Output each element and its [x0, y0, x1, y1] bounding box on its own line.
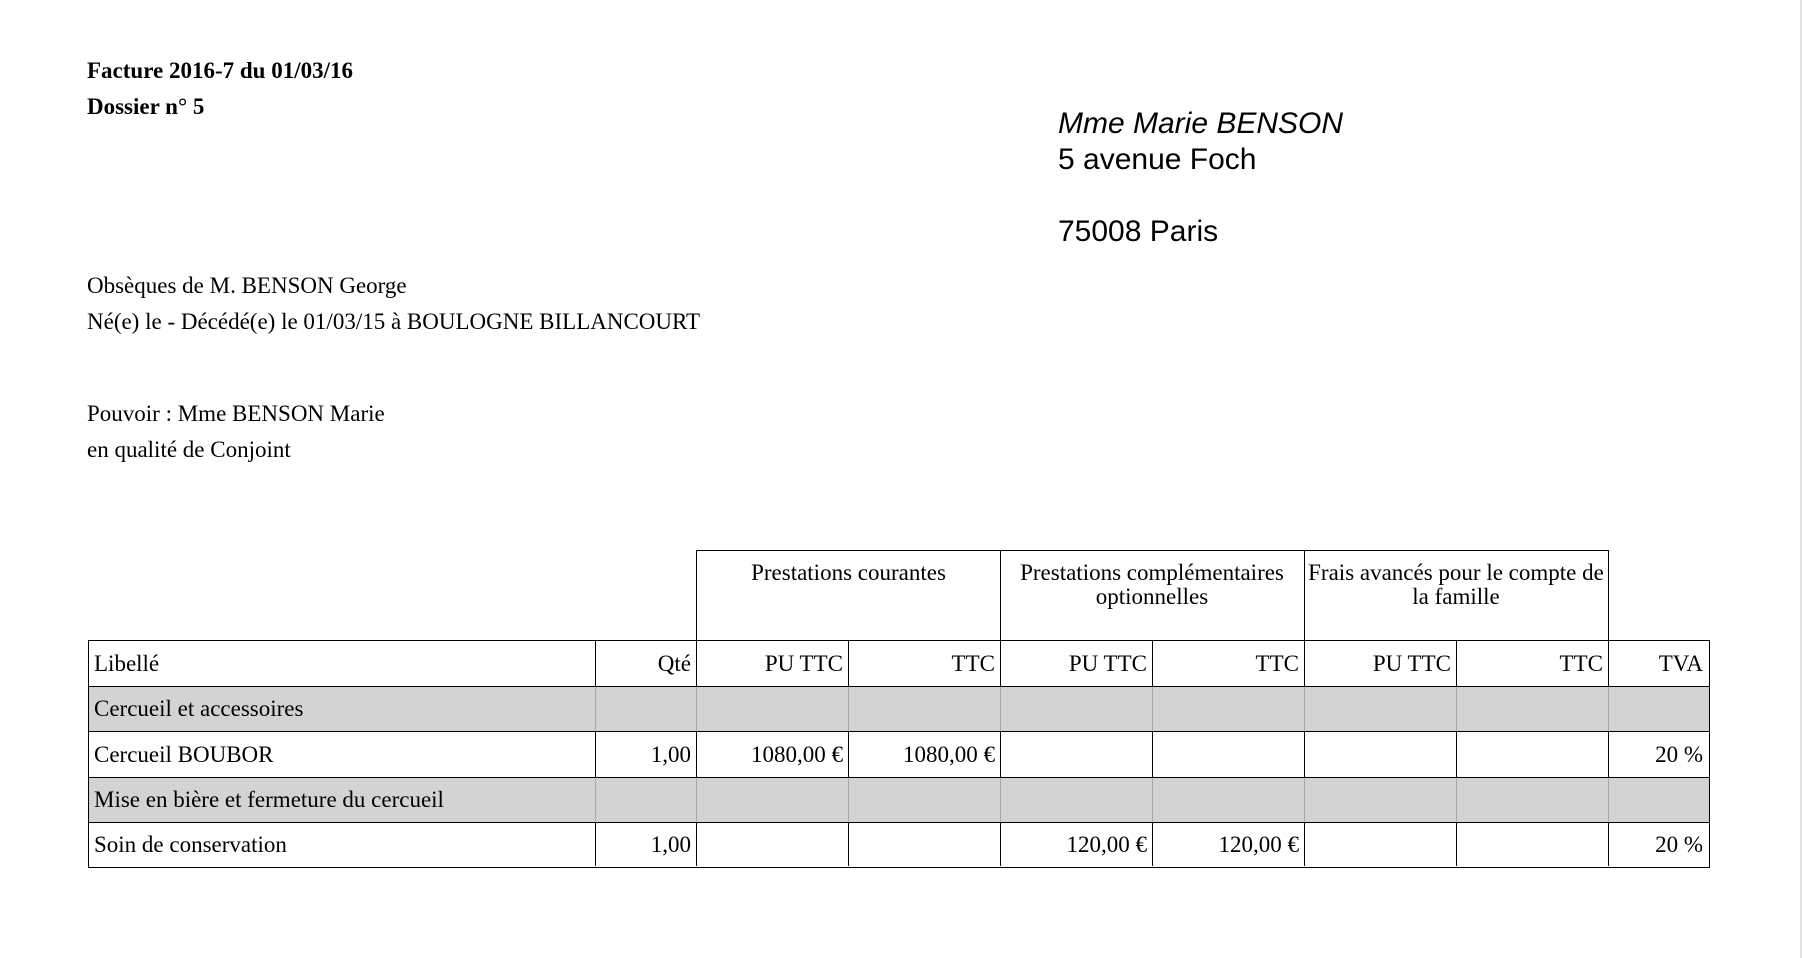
column-header-pu-ttc-complementaires: PU TTC [1001, 641, 1153, 686]
invoice-header [87, 53, 353, 125]
item-tva: 20 % [1655, 831, 1703, 857]
column-header-ttc-complementaires: TTC [1153, 641, 1305, 686]
table-cell [1609, 687, 1708, 731]
column-header-ttc-courantes: TTC [849, 641, 1001, 686]
item-ttc-courantes [849, 823, 1001, 866]
item-label: Soin de conservation [89, 823, 596, 866]
table-row-section [89, 778, 1709, 822]
item-pu-ttc-courantes [697, 823, 849, 866]
recipient-city: 75008 Paris [1058, 215, 1219, 248]
item-pu-ttc-complementaires: 120,00 € [1001, 823, 1153, 866]
item-pu-ttc-complementaires [1001, 732, 1153, 777]
deceased-dates: Né(e) le - Décédé(e) le 01/03/15 à BOULOGNE BILLANCOURT [87, 309, 701, 334]
column-header-pu-ttc-frais: PU TTC [1305, 641, 1457, 686]
item-ttc-courantes: 1080,00 € [849, 732, 1001, 777]
table-cell [596, 778, 697, 822]
pouvoir-capacity: en qualité de Conjoint [87, 437, 291, 462]
table-cell [697, 778, 849, 822]
group-header-frais-avances [1304, 550, 1609, 641]
item-pu-ttc-courantes: 1080,00 € [697, 732, 849, 777]
deceased-name: Obsèques de M. BENSON George [87, 273, 407, 298]
table-cell [697, 687, 849, 731]
table-cell [1457, 778, 1609, 822]
item-pu-ttc-frais [1305, 823, 1457, 866]
table-row [89, 823, 1709, 866]
table-cell [849, 687, 1001, 731]
table-cell [849, 778, 1001, 822]
table-cell [1153, 687, 1305, 731]
section-label: Cercueil et accessoires [89, 687, 596, 731]
table-cell [596, 687, 697, 731]
table-cell [1457, 687, 1609, 731]
pouvoir-holder: Pouvoir : Mme BENSON Marie [87, 401, 385, 426]
group-label: Frais avancés pour le compte de la famille [1308, 560, 1604, 609]
column-header-libelle: Libellé [89, 641, 596, 686]
table-header-row [89, 641, 1709, 686]
item-quantity: 1,00 [596, 823, 697, 866]
item-quantity: 1,00 [596, 732, 697, 777]
item-ttc-frais [1457, 823, 1609, 866]
pouvoir-info [87, 396, 385, 468]
item-pu-ttc-frais [1305, 732, 1457, 777]
table-cell [1305, 778, 1457, 822]
column-header-tva: TVA [1658, 650, 1703, 676]
column-header-ttc-frais: TTC [1457, 641, 1609, 686]
recipient-street: 5 avenue Foch [1058, 143, 1257, 176]
item-ttc-complementaires: 120,00 € [1153, 823, 1305, 866]
table-cell [1001, 687, 1153, 731]
group-header-prestations-courantes [696, 550, 1001, 641]
table-cell [1001, 778, 1153, 822]
recipient-name: Mme Marie BENSON [1058, 107, 1344, 140]
deceased-info [87, 268, 700, 340]
column-header-qte: Qté [596, 641, 697, 686]
table-cell [1153, 778, 1305, 822]
item-tva: 20 % [1655, 741, 1703, 767]
table-cell [1609, 778, 1708, 822]
item-ttc-complementaires [1153, 732, 1305, 777]
group-label: Prestations complémentaires optionnelles [1020, 560, 1284, 609]
dossier-number: Dossier n° 5 [87, 94, 205, 119]
column-header-pu-ttc-courantes: PU TTC [697, 641, 849, 686]
section-label: Mise en bière et fermeture du cercueil [89, 778, 596, 822]
table-row [89, 732, 1709, 777]
table-row-section [89, 687, 1709, 731]
group-label: Prestations courantes [751, 560, 946, 585]
recipient-address [1058, 106, 1343, 250]
item-ttc-frais [1457, 732, 1609, 777]
group-header-prestations-complementaires [1000, 550, 1305, 641]
table-cell [1305, 687, 1457, 731]
item-label: Cercueil BOUBOR [89, 732, 596, 777]
invoice-number: Facture 2016-7 du 01/03/16 [87, 58, 353, 83]
invoice-table [88, 640, 1710, 868]
